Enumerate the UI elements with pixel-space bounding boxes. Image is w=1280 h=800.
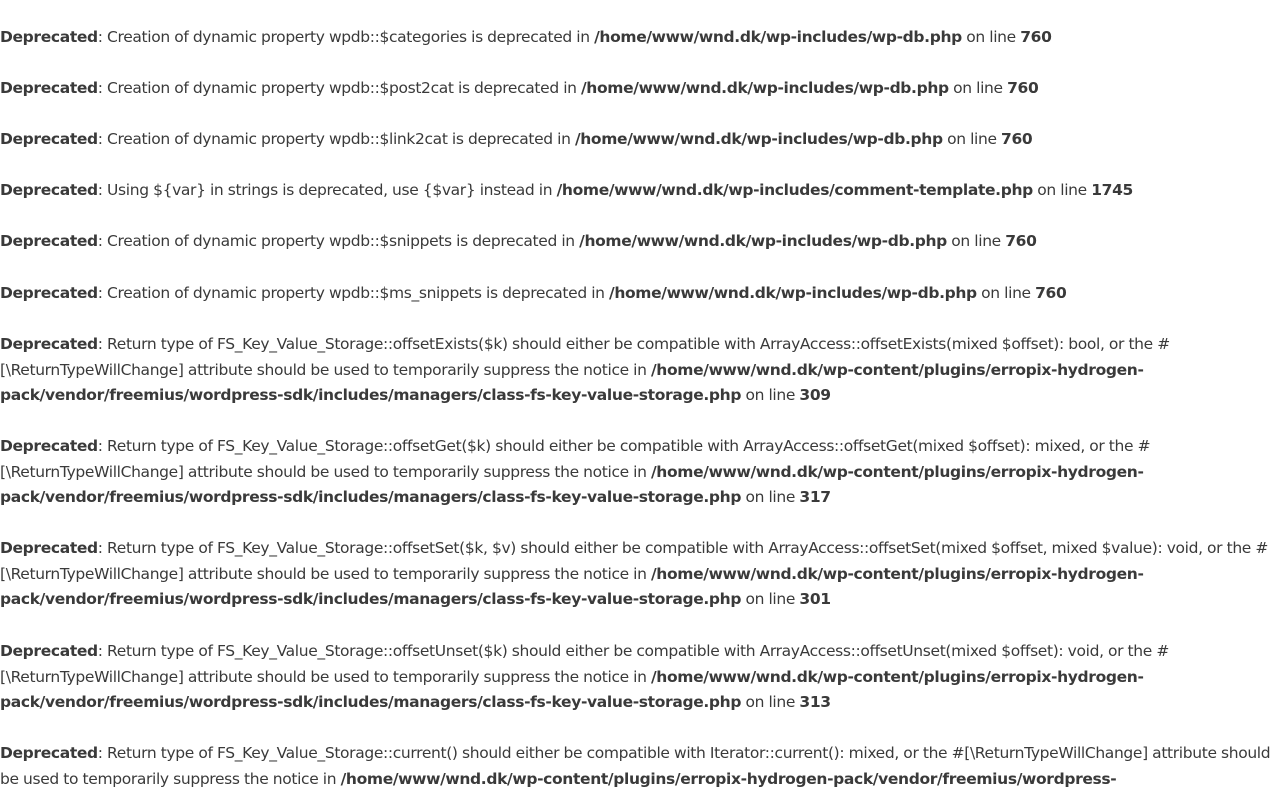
- notice-type: Deprecated: [0, 28, 98, 46]
- notice-line-number: 760: [1005, 232, 1037, 250]
- notice-file-path: /home/www/wnd.dk/wp-includes/wp-db.php: [609, 284, 977, 302]
- notice-message: Return type of FS_Key_Value_Storage::offsetSet($k, $v) should either be compatible with ArrayAccess::offsetSet(mixed $offset, mixed $value): void, or the #[\ReturnTypeWillChange] attribute should be used to temporarily suppress the notice in: [0, 539, 1268, 583]
- notice-on-line-text: on line: [946, 232, 1006, 250]
- notice-type: Deprecated: [0, 335, 98, 353]
- notice-line-number: 760: [1020, 28, 1052, 46]
- notice-message: Creation of dynamic property wpdb::$link2cat is deprecated in: [107, 130, 575, 148]
- deprecation-notice: [0, 25, 1280, 51]
- notice-separator: :: [97, 437, 108, 455]
- notice-separator: :: [97, 642, 108, 660]
- notice-on-line-text: on line: [1032, 181, 1092, 199]
- notice-on-line-text: on line: [741, 693, 800, 712]
- deprecation-notice: [0, 127, 1280, 153]
- notice-message: Return type of FS_Key_Value_Storage::offsetUnset($k) should either be compatible with ArrayAccess::offsetUnset(mixed $offset): void, or the #[\ReturnTypeWillChange] attribute should be used to temporarily suppress the notice in: [0, 642, 1169, 686]
- notice-file-path: /home/www/wnd.dk/wp-content/plugins/erropix-hydrogen-pack/vendor/freemius/wordpress-sdk/includes/managers/class-fs-key-value-storage.php: [0, 360, 1144, 405]
- notice-on-line-text: on line: [741, 386, 800, 405]
- notice-on-line-text: on line: [976, 284, 1036, 302]
- notice-line-number: 313: [799, 693, 831, 712]
- notice-type: Deprecated: [0, 284, 98, 302]
- notice-separator: :: [97, 335, 108, 353]
- deprecation-notice: [0, 76, 1280, 102]
- notice-line-number: 760: [1001, 130, 1033, 148]
- notice-message: Return type of FS_Key_Value_Storage::offsetExists($k) should either be compatible with ArrayAccess::offsetExists(mixed $offset): bool, or the #[\ReturnTypeWillChange] attribute should be used to temporarily suppress the notice in: [0, 335, 1170, 379]
- deprecation-notice: [0, 536, 1280, 613]
- notice-message: Creation of dynamic property wpdb::$categories is deprecated in: [107, 28, 595, 46]
- deprecation-notice: [0, 434, 1280, 511]
- notice-file-path: /home/www/wnd.dk/wp-content/plugins/erropix-hydrogen-pack/vendor/freemius/wordpress-sdk/includes/managers/class-fs-key-value-storage.php: [0, 564, 1144, 609]
- notice-message: Creation of dynamic property wpdb::$snippets is deprecated in: [107, 232, 580, 250]
- deprecation-notice: [0, 229, 1280, 255]
- notice-on-line-text: on line: [948, 79, 1008, 97]
- notice-separator: :: [97, 28, 108, 46]
- notice-type: Deprecated: [0, 79, 98, 97]
- notice-file-path: /home/www/wnd.dk/wp-content/plugins/erropix-hydrogen-pack/vendor/freemius/wordpress-: [340, 769, 1117, 788]
- notice-type: Deprecated: [0, 744, 98, 762]
- deprecation-notice: [0, 178, 1280, 204]
- notice-message: Return type of FS_Key_Value_Storage::current() should either be compatible with Iterator::current(): mixed, or the #[\ReturnTypeWillChange] attribute should be used to temporarily suppress the notice in: [0, 744, 1271, 788]
- notice-on-line-text: on line: [741, 488, 800, 507]
- notice-file-path: /home/www/wnd.dk/wp-content/plugins/erropix-hydrogen-pack/vendor/freemius/wordpress-sdk/includes/managers/class-fs-key-value-storage.php: [0, 462, 1144, 507]
- deprecation-notice: [0, 332, 1280, 409]
- deprecation-notice: [0, 281, 1280, 307]
- notice-line-number: 317: [799, 488, 831, 507]
- notice-type: Deprecated: [0, 232, 98, 250]
- notice-separator: :: [97, 232, 108, 250]
- notice-type: Deprecated: [0, 130, 98, 148]
- notice-line-number: 760: [1007, 79, 1039, 97]
- notice-separator: :: [97, 79, 108, 97]
- notice-line-number: 309: [799, 386, 831, 405]
- notice-message: Creation of dynamic property wpdb::$ms_snippets is deprecated in: [107, 284, 610, 302]
- notice-line-number: 760: [1035, 284, 1067, 302]
- notice-separator: :: [97, 130, 108, 148]
- deprecation-notice: [0, 741, 1280, 792]
- notice-separator: :: [97, 744, 108, 762]
- notice-file-path: /home/www/wnd.dk/wp-includes/wp-db.php: [579, 232, 947, 250]
- notice-separator: :: [97, 181, 108, 199]
- notice-message: Return type of FS_Key_Value_Storage::offsetGet($k) should either be compatible with ArrayAccess::offsetGet(mixed $offset): mixed, or the #[\ReturnTypeWillChange] attribute should be used to temporarily suppress the notice in: [0, 437, 1151, 481]
- notice-on-line-text: on line: [741, 590, 800, 609]
- notice-type: Deprecated: [0, 642, 98, 660]
- notice-line-number: 301: [799, 590, 831, 609]
- deprecation-notice: [0, 639, 1280, 716]
- notice-separator: :: [97, 284, 108, 302]
- notice-type: Deprecated: [0, 539, 98, 557]
- notice-file-path: /home/www/wnd.dk/wp-includes/comment-template.php: [556, 181, 1033, 199]
- notice-file-path: /home/www/wnd.dk/wp-includes/wp-db.php: [581, 79, 949, 97]
- notice-line-number: 1745: [1091, 181, 1133, 199]
- notice-on-line-text: on line: [961, 28, 1021, 46]
- notice-file-path: /home/www/wnd.dk/wp-content/plugins/erropix-hydrogen-pack/vendor/freemius/wordpress-sdk/includes/managers/class-fs-key-value-storage.php: [0, 667, 1144, 712]
- notice-on-line-text: on line: [942, 130, 1002, 148]
- notice-file-path: /home/www/wnd.dk/wp-includes/wp-db.php: [574, 130, 943, 148]
- notice-type: Deprecated: [0, 437, 98, 455]
- notice-type: Deprecated: [0, 181, 98, 199]
- notice-separator: :: [97, 539, 108, 557]
- notice-message: Creation of dynamic property wpdb::$post2cat is deprecated in: [107, 79, 581, 97]
- notice-file-path: /home/www/wnd.dk/wp-includes/wp-db.php: [594, 28, 962, 46]
- notice-message: Using ${var} in strings is deprecated, use {$var} instead in: [107, 181, 557, 199]
